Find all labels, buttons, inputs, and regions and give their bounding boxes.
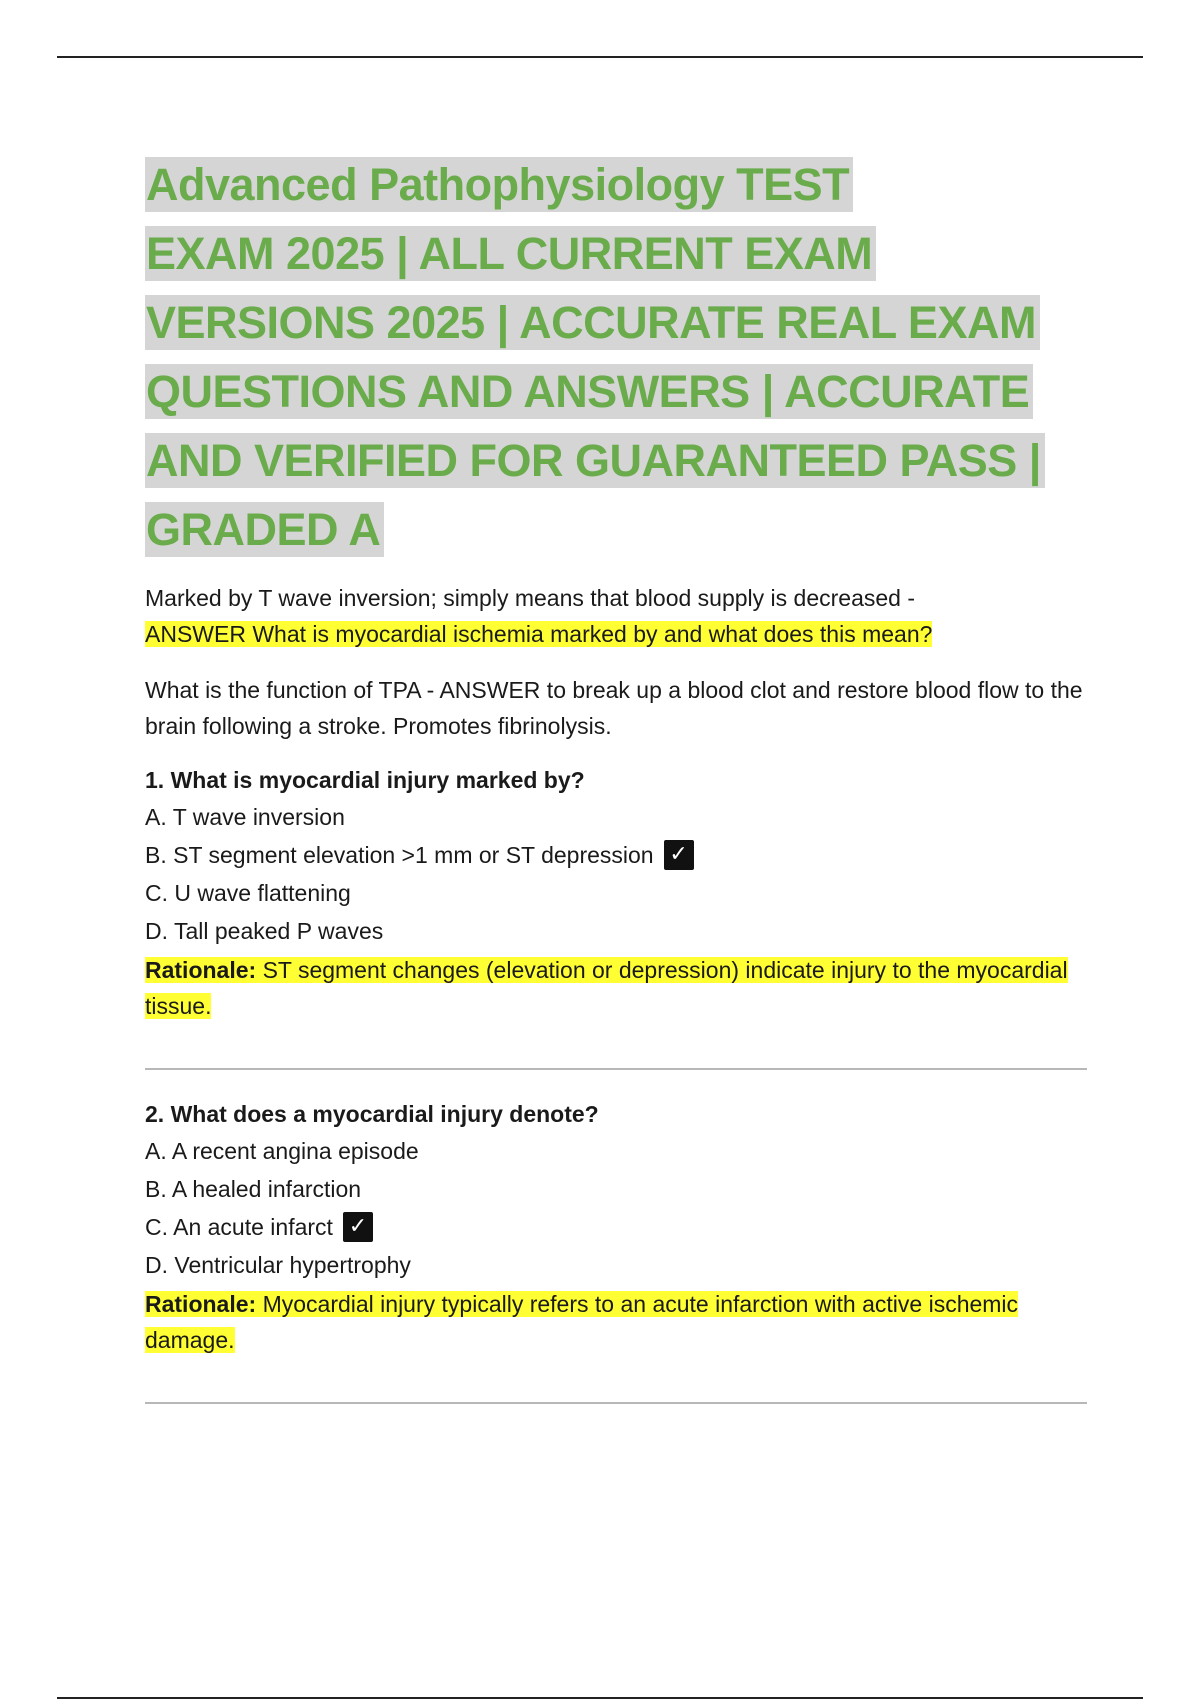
question-2-option-a: A. A recent angina episode — [145, 1138, 419, 1164]
rationale-label: Rationale: — [145, 957, 257, 983]
intro-2-text: What is the function of TPA - ANSWER to break up a blood clot and restore blood flow to the brain following a stroke. Promotes fibrinolysis. — [145, 677, 1083, 739]
check-icon: ✓ — [343, 1212, 373, 1242]
intro-paragraph-1 — [145, 580, 1095, 652]
question-1-title: 1. What is myocardial injury marked by? — [145, 767, 585, 793]
intro-1-answer-highlight: ANSWER What is myocardial ischemia marked by and what does this mean? — [145, 621, 933, 647]
question-2-title: 2. What does a myocardial injury denote? — [145, 1101, 599, 1127]
question-2-option-b: B. A healed infarction — [145, 1176, 362, 1202]
header-rule — [57, 56, 1143, 58]
footer-rule — [57, 1697, 1143, 1699]
rationale-text: ST segment changes (elevation or depression) indicate injury to the myocardial tissue. — [145, 957, 1068, 1019]
title-line-6: GRADED A — [145, 502, 384, 557]
rationale-label: Rationale: — [145, 1291, 257, 1317]
check-icon: ✓ — [664, 840, 694, 870]
question-1-option-c: C. U wave flattening — [145, 880, 351, 906]
document-title — [145, 150, 1095, 564]
question-2-rationale — [145, 1286, 1095, 1358]
question-divider — [145, 1068, 1087, 1070]
question-2 — [145, 1096, 1095, 1358]
question-1-option-a: A. T wave inversion — [145, 804, 345, 830]
question-2-option-c: C. An acute infarct ✓ — [145, 1208, 1095, 1246]
title-line-4: QUESTIONS AND ANSWERS | ACCURATE — [145, 364, 1033, 419]
question-1-option-b: B. ST segment elevation >1 mm or ST depression ✓ — [145, 836, 1095, 874]
document-body — [145, 150, 1095, 1404]
question-1-rationale — [145, 952, 1095, 1024]
title-line-1: Advanced Pathophysiology TEST — [145, 157, 853, 212]
question-divider — [145, 1402, 1087, 1404]
question-1 — [145, 762, 1095, 1024]
title-line-5: AND VERIFIED FOR GUARANTEED PASS | — [145, 433, 1045, 488]
rationale-text: Myocardial injury typically refers to an acute infarction with active ischemic damage. — [145, 1291, 1019, 1353]
question-2-option-d: D. Ventricular hypertrophy — [145, 1252, 411, 1278]
question-1-option-d: D. Tall peaked P waves — [145, 918, 384, 944]
intro-paragraph-2 — [145, 672, 1095, 744]
title-line-2: EXAM 2025 | ALL CURRENT EXAM — [145, 226, 876, 281]
intro-1-text: Marked by T wave inversion; simply means that blood supply is decreased - — [145, 585, 916, 611]
title-line-3: VERSIONS 2025 | ACCURATE REAL EXAM — [145, 295, 1040, 350]
